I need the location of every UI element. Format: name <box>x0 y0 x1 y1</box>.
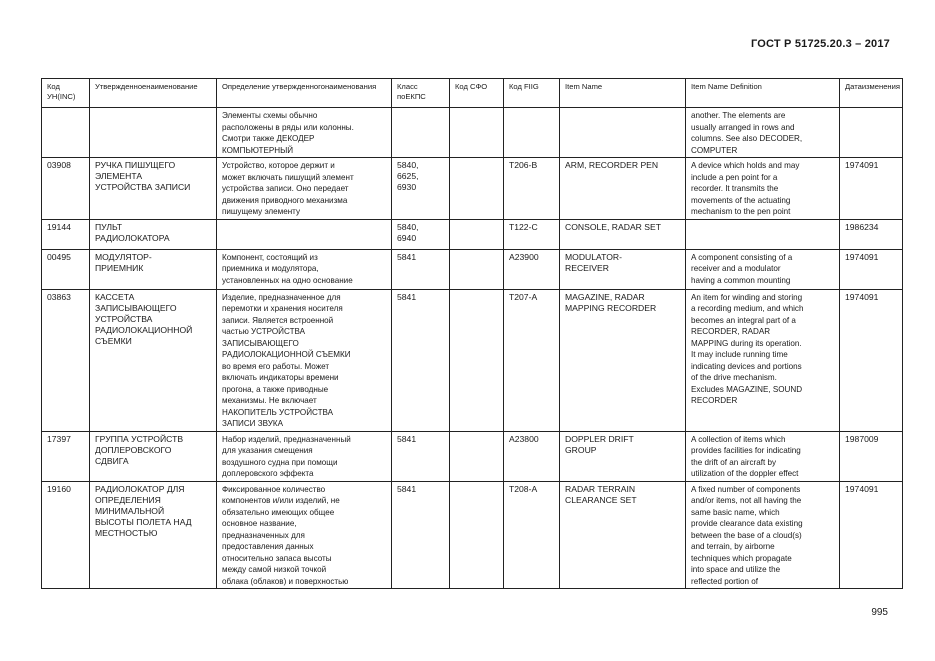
cell-text-line: компонентов и/или изделий, не <box>222 496 340 505</box>
item-names-table <box>41 78 903 589</box>
cell-text-line: DOPPLER DRIFT <box>565 433 634 444</box>
cell-text-line: основное название, <box>222 519 297 528</box>
cell-text-line: ЭЛЕМЕНТА <box>95 171 143 182</box>
header-ru-name <box>90 79 217 108</box>
cell-text-line: ДОПЛЕРОВСКОГО <box>95 444 172 455</box>
header-change-date <box>840 79 903 108</box>
cell-text-line: КОМПЬЮТЕРНЫЙ <box>222 145 294 155</box>
item-name-cell <box>560 431 686 481</box>
header-text: Утвержденное <box>95 82 147 91</box>
cell-text-line: облака (облаков) и поверхностью <box>222 576 349 586</box>
page-number: 995 <box>871 607 888 618</box>
cell-text-line: GROUP <box>565 444 597 455</box>
cell-text-line: предоставления данных <box>222 542 314 551</box>
cell-text-line: ПУЛЬТ <box>95 221 123 232</box>
cell-text-line: пишущему элементу <box>222 207 301 216</box>
cell-text-line: Устройство, которое держит и <box>222 161 335 170</box>
ekps-class-cell <box>392 158 450 220</box>
cell-text-line: A23800 <box>509 433 539 444</box>
cell-text-line: 6625, <box>397 171 419 182</box>
cell-text-line: between the base of a cloud(s) <box>691 530 802 540</box>
table-row <box>42 249 903 289</box>
item-name-cell <box>560 158 686 220</box>
sfo-code-cell <box>450 249 504 289</box>
fiig-code-cell <box>504 249 560 289</box>
cell-text-line: indicating devices and portions <box>691 361 802 371</box>
cell-text-line: 5841 <box>397 291 417 302</box>
cell-text-line: mechanism to the pen point <box>691 207 791 216</box>
cell-text-line: COMPUTER <box>691 145 738 155</box>
cell-text-line: 03863 <box>47 291 71 302</box>
header-text: Дата <box>845 82 862 91</box>
cell-text-line: 6940 <box>397 232 417 243</box>
cell-text-line: 5841 <box>397 483 417 494</box>
cell-text-line: having a common mounting <box>691 275 791 285</box>
ru-definition-cell <box>217 289 392 431</box>
table-row <box>42 289 903 431</box>
header-fiig-code <box>504 79 560 108</box>
ru-name-cell <box>90 219 217 249</box>
cell-text-line: A fixed number of components <box>691 484 801 494</box>
cell-text-line: A component consisting of a <box>691 252 793 262</box>
cell-text-line: techniques which propagate <box>691 553 792 563</box>
cell-text-line: CONSOLE, RADAR SET <box>565 221 661 232</box>
cell-text-line: устройства записи. Оно передает <box>222 184 349 193</box>
cell-text-line: provide clearance data existing <box>691 519 803 528</box>
cell-text-line: MODULATOR- <box>565 251 622 262</box>
cell-text-line: включать индикаторы времени <box>222 373 339 382</box>
cell-text-line: перемотки и хранения носителя <box>222 304 343 313</box>
cell-text-line: MAPPING during its operation. <box>691 338 802 348</box>
cell-text-line: записи. Является встроенной <box>222 315 334 325</box>
cell-text-line: 1987009 <box>845 433 879 444</box>
cell-text-line: utilization of the doppler effect <box>691 469 799 478</box>
item-name-cell <box>560 481 686 589</box>
change-date-cell <box>840 249 903 289</box>
ru-definition-cell <box>217 431 392 481</box>
cell-text-line: into space and utilize the <box>691 565 781 574</box>
cell-text-line: and terrain, by airborne <box>691 542 775 551</box>
cell-text-line: Изделие, предназначенное для <box>222 292 341 302</box>
item-definition-cell <box>686 289 840 431</box>
item-name-cell <box>560 219 686 249</box>
cell-text-line: T206-B <box>509 160 538 170</box>
change-date-cell <box>840 481 903 589</box>
cell-text-line: для указания смещения <box>222 446 313 455</box>
ekps-class-cell <box>392 219 450 249</box>
cell-text-line: относительно запаса высоты <box>222 553 332 563</box>
ru-definition-cell <box>217 249 392 289</box>
cell-text-line: во время его работы. Может <box>222 361 330 371</box>
cell-text-line: 03908 <box>47 160 71 170</box>
ru-name-cell <box>90 108 217 158</box>
ru-definition-cell <box>217 108 392 158</box>
cell-text-line: воздушного судна при помощи <box>222 457 338 467</box>
header-sfo-code <box>450 79 504 108</box>
inc-code-cell <box>42 431 90 481</box>
ru-definition-cell <box>217 219 392 249</box>
ekps-class-cell <box>392 481 450 589</box>
cell-text-line: A device which holds and may <box>691 161 800 170</box>
change-date-cell <box>840 158 903 220</box>
header-ru-definition <box>217 79 392 108</box>
cell-text-line: доплеровского эффекта <box>222 469 314 478</box>
cell-text-line: recorder. It transmits the <box>691 184 779 193</box>
fiig-code-cell <box>504 108 560 158</box>
cell-text-line: 1986234 <box>845 221 879 232</box>
change-date-cell <box>840 219 903 249</box>
fiig-code-cell <box>504 289 560 431</box>
cell-text-line: ARM, RECORDER PEN <box>565 160 659 170</box>
header-inc-code <box>42 79 90 108</box>
ru-definition-cell <box>217 481 392 589</box>
header-ekps-class <box>392 79 450 108</box>
item-name-cell <box>560 108 686 158</box>
cell-text-line: расположены в ряды или колонны. <box>222 122 354 132</box>
cell-text-line: НАКОПИТЕЛЬ УСТРОЙСТВА <box>222 407 334 417</box>
sfo-code-cell <box>450 219 504 249</box>
ekps-class-cell <box>392 249 450 289</box>
cell-text-line: ЗАПИСЫВАЮЩЕГО <box>95 302 177 313</box>
fiig-code-cell <box>504 481 560 589</box>
cell-text-line: T207-A <box>509 291 538 302</box>
item-definition-cell <box>686 219 840 249</box>
cell-text-line: ЗАПИСЫВАЮЩЕГО <box>222 338 299 348</box>
cell-text-line: provides facilities for indicating <box>691 446 801 455</box>
cell-text-line: ПРИЕМНИК <box>95 262 144 273</box>
cell-text-line: 17397 <box>47 433 71 444</box>
cell-text-line: 00495 <box>47 251 71 262</box>
header-text: Item Name Definition <box>691 82 762 91</box>
cell-text-line: может включать пишущий элемент <box>222 172 354 182</box>
cell-text-line: частью УСТРОЙСТВА <box>222 327 306 336</box>
cell-text-line: Фиксированное количество <box>222 484 326 494</box>
fiig-code-cell <box>504 158 560 220</box>
table-row <box>42 108 903 158</box>
cell-text-line: обязательно имеющих общее <box>222 507 335 517</box>
cell-text-line: МЕСТНОСТЬЮ <box>95 528 158 539</box>
cell-text-line: A collection of items which <box>691 434 786 444</box>
ru-definition-cell <box>217 158 392 220</box>
cell-text-line: receiver and a modulator <box>691 264 781 273</box>
cell-text-line: RECORDER <box>691 396 738 405</box>
cell-text-line: An item for winding and storing <box>691 292 803 302</box>
cell-text-line: КАССЕТА <box>95 291 135 302</box>
header-item-name <box>560 79 686 108</box>
cell-text-line: include a pen point for a <box>691 172 778 182</box>
cell-text-line: 6930 <box>397 182 417 193</box>
cell-text-line: 5841 <box>397 433 417 444</box>
cell-text-line: same basic name, which <box>691 507 780 517</box>
inc-code-cell <box>42 219 90 249</box>
cell-text-line: another. The elements are <box>691 111 786 120</box>
cell-text-line: 5840, <box>397 160 419 170</box>
change-date-cell <box>840 431 903 481</box>
cell-text-line: 5840, <box>397 221 419 232</box>
sfo-code-cell <box>450 108 504 158</box>
header-text: (INC) <box>57 92 76 101</box>
cell-text-line: приемника и модулятора, <box>222 264 319 273</box>
cell-text-line: reflected portion of <box>691 576 759 586</box>
header-text: Код СФО <box>455 82 488 91</box>
table-row <box>42 158 903 220</box>
inc-code-cell <box>42 289 90 431</box>
cell-text-line: 1974091 <box>845 251 879 262</box>
ru-name-cell <box>90 481 217 589</box>
cell-text-line: прогона, а также приводные <box>222 384 329 394</box>
fiig-code-cell <box>504 219 560 249</box>
cell-text-line: 1974091 <box>845 160 879 170</box>
header-text: Item Name <box>565 82 603 91</box>
header-text: Определение утвержденного <box>222 82 325 91</box>
header-text: наименования <box>324 82 377 91</box>
cell-text-line: РАДИОЛОКАТОР ДЛЯ <box>95 483 185 494</box>
sfo-code-cell <box>450 158 504 220</box>
cell-text-line: RECEIVER <box>565 262 609 273</box>
item-definition-cell <box>686 249 840 289</box>
cell-text-line: Компонент, состоящий из <box>222 252 318 262</box>
inc-code-cell <box>42 249 90 289</box>
cell-text-line: Excludes MAGAZINE, SOUND <box>691 384 803 394</box>
item-name-cell <box>560 249 686 289</box>
cell-text-line: ГРУППА УСТРОЙСТВ <box>95 433 184 444</box>
cell-text-line: and/or items, not all having the <box>691 496 802 505</box>
cell-text-line: 19144 <box>47 221 71 232</box>
table-header-row <box>42 79 903 108</box>
table-row <box>42 219 903 249</box>
cell-text-line: между самой низкой точкой <box>222 565 327 574</box>
item-name-cell <box>560 289 686 431</box>
cell-text-line: Элементы схемы обычно <box>222 111 318 120</box>
cell-text-line: 5841 <box>397 251 417 262</box>
table-row <box>42 481 903 589</box>
cell-text-line: 1974091 <box>845 291 879 302</box>
cell-text-line: MAGAZINE, RADAR <box>565 291 645 302</box>
cell-text-line: usually arranged in rows and <box>691 122 795 132</box>
cell-text-line: Набор изделий, предназначенный <box>222 434 351 444</box>
header-text: Код УН <box>47 82 60 101</box>
table-row <box>42 431 903 481</box>
item-definition-cell <box>686 431 840 481</box>
cell-text-line: becomes an integral part of a <box>691 315 796 325</box>
header-text: Класс по <box>397 82 418 101</box>
header-text: наименование <box>146 82 198 91</box>
cell-text-line: a recording medium, and which <box>691 304 804 313</box>
cell-text-line: MAPPING RECORDER <box>565 302 657 313</box>
cell-text-line: columns. See also DECODER, <box>691 134 803 143</box>
cell-text-line: RECORDER, RADAR <box>691 327 771 336</box>
cell-text-line: РАДИОЛОКАЦИОННОЙ <box>95 325 193 336</box>
header-item-definition <box>686 79 840 108</box>
table-body <box>42 108 903 589</box>
change-date-cell <box>840 108 903 158</box>
cell-text-line: RADAR TERRAIN <box>565 483 636 494</box>
cell-text-line: It may include running time <box>691 350 788 359</box>
cell-text-line: РАДИОЛОКАТОРА <box>95 232 170 243</box>
ru-name-cell <box>90 249 217 289</box>
cell-text-line: of the drive mechanism. <box>691 373 777 382</box>
cell-text-line: СЪЕМКИ <box>95 336 132 347</box>
ekps-class-cell <box>392 108 450 158</box>
cell-text-line: T208-A <box>509 483 538 494</box>
ekps-class-cell <box>392 431 450 481</box>
cell-text-line: УСТРОЙСТВА <box>95 313 153 324</box>
ru-name-cell <box>90 289 217 431</box>
cell-text-line: CLEARANCE SET <box>565 494 637 505</box>
header-text: изменения <box>861 82 900 91</box>
cell-text-line: РАДИОЛОКАЦИОННОЙ СЪЕМКИ <box>222 350 351 359</box>
item-definition-cell <box>686 158 840 220</box>
cell-text-line: the drift of an aircraft by <box>691 457 777 467</box>
cell-text-line: ОПРЕДЕЛЕНИЯ <box>95 494 161 505</box>
cell-text-line: РУЧКА ПИШУЩЕГО <box>95 160 176 170</box>
inc-code-cell <box>42 481 90 589</box>
inc-code-cell <box>42 158 90 220</box>
cell-text-line: МОДУЛЯТОР- <box>95 251 152 262</box>
sfo-code-cell <box>450 431 504 481</box>
cell-text-line: МИНИМАЛЬНОЙ <box>95 505 165 516</box>
cell-text-line: 1974091 <box>845 483 879 494</box>
cell-text-line: ЗАПИСИ ЗВУКА <box>222 419 284 428</box>
inc-code-cell <box>42 108 90 158</box>
cell-text-line: движения приводного механизма <box>222 195 348 205</box>
cell-text-line: предназначенных для <box>222 530 305 540</box>
ru-name-cell <box>90 158 217 220</box>
cell-text-line: механизмы. Не включает <box>222 396 317 405</box>
cell-text-line: ВЫСОТЫ ПОЛЕТА НАД <box>95 517 192 528</box>
cell-text-line: 19160 <box>47 483 71 494</box>
header-text: Код FIIG <box>509 82 539 91</box>
cell-text-line: установленных на одно основание <box>222 275 353 285</box>
ru-name-cell <box>90 431 217 481</box>
sfo-code-cell <box>450 481 504 589</box>
cell-text-line: A23900 <box>509 251 539 262</box>
ekps-class-cell <box>392 289 450 431</box>
cell-text-line: УСТРОЙСТВА ЗАПИСИ <box>95 182 191 193</box>
cell-text-line: T122-C <box>509 221 538 232</box>
header-text: ЕКПС <box>405 92 426 101</box>
cell-text-line: Смотри также ДЕКОДЕР <box>222 134 315 143</box>
change-date-cell <box>840 289 903 431</box>
fiig-code-cell <box>504 431 560 481</box>
document-header: ГОСТ Р 51725.20.3 – 2017 <box>750 38 890 50</box>
item-definition-cell <box>686 108 840 158</box>
sfo-code-cell <box>450 289 504 431</box>
cell-text-line: СДВИГА <box>95 455 129 466</box>
cell-text-line: movements of the actuating <box>691 195 791 205</box>
item-definition-cell <box>686 481 840 589</box>
